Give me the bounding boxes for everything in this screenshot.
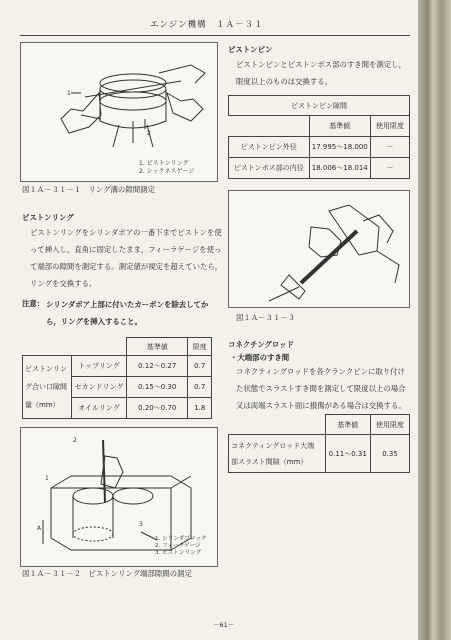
note-text: シリンダボア上部に付いたカーボンを除去してから，リングを挿入すること。 (46, 300, 209, 326)
pin-std-boss: 18.006～18.014 (309, 158, 371, 179)
ring-row-header: ピストンリン グ合い口隙間 量（mm） (23, 356, 72, 419)
conrod-table (228, 414, 410, 473)
conrod-subheading: ・大端部のすき間 (230, 353, 290, 362)
conrod-col-standard: 基準値 (325, 415, 371, 435)
pin-limit-boss: － (371, 158, 410, 179)
figure-ring-end-gap (20, 427, 218, 567)
ring-col-standard: 基準値 (127, 338, 188, 356)
ring-gap-table (22, 337, 212, 419)
pin-col-standard: 基準値 (309, 116, 371, 137)
fig1-legend-2: 2. シックネスゲージ (139, 168, 195, 175)
pin-std-outer: 17.995～18.000 (309, 137, 371, 158)
ring-end-gap-illustration (21, 428, 217, 566)
conrod-standard: 0.11～0.31 (325, 435, 371, 473)
fig2-label-a: A (37, 525, 42, 532)
fig1-label-1: 1 (67, 90, 71, 97)
piston-pin-text: ピストンピンとピストンボス部のすき間を測定し，限度以上のものは交換する。 (236, 60, 406, 86)
fig2-label-1: 1 (45, 475, 49, 482)
ring-name-top: トップリング (72, 356, 127, 377)
figure-ring-groove (20, 42, 218, 182)
piston-ring-heading: ピストンリング (22, 213, 74, 222)
conrod-row-name: コネクティングロッド大端 部スラスト間隙（mm） (229, 435, 326, 473)
ring-limit-top: 0.7 (188, 356, 212, 377)
ring-col-limit: 限度 (188, 338, 212, 356)
piston-ring-text: ピストンリングをシリンダボアの一番下までピストンを使って挿入し，直角に固定したまま，フィーラゲージを使って端部の隙間を測定する。測定値が規定を超えていたら，リングを交換する。 (30, 228, 223, 288)
pin-col-limit: 使用限度 (371, 116, 410, 137)
fig2-legend-2: 2. フィーラゲージ (155, 543, 201, 549)
ring-std-top: 0.12～0.27 (127, 356, 188, 377)
ring-limit-oil: 1.8 (188, 398, 212, 419)
page-number: －61－ (213, 621, 235, 629)
figure-pin-measure (228, 190, 410, 308)
fig2-legend-1: 1. シリンダブロック (155, 536, 207, 542)
piston-pin-heading: ピストンピン (228, 45, 273, 54)
fig1-caption: 図１Ａ－３１－１ リング溝の隙間測定 (22, 185, 155, 194)
fig2-legend-3: 3. ピストンリング (155, 550, 202, 556)
conrod-col-limit: 使用限度 (371, 415, 410, 435)
pin-table-title: ピストンピン隙間 (229, 96, 410, 116)
fig1-legend-1: 1. ピストンリング (139, 160, 189, 167)
page-header: エンジン機構 １Ａ－３１ (150, 20, 264, 30)
pin-name-boss: ピストンボス部の内径 (229, 158, 310, 179)
fig2-label-2: 2 (73, 437, 77, 444)
pin-limit-outer: － (371, 137, 410, 158)
ring-std-oil: 0.20～0.70 (127, 398, 188, 419)
header-rule (20, 35, 410, 36)
ring-std-second: 0.15～0.30 (127, 377, 188, 398)
ring-name-oil: オイルリング (72, 398, 127, 419)
conrod-limit: 0.35 (371, 435, 410, 473)
pin-measure-illustration (229, 191, 409, 307)
fig2-caption: 図１Ａ－３１－２ ピストンリング端部隙間の測定 (22, 569, 192, 578)
ring-name-second: セカンドリング (72, 377, 127, 398)
piston-pin-table (228, 95, 410, 179)
conrod-heading: コネクチングロッド (228, 340, 294, 349)
fig2-label-3: 3 (139, 521, 143, 528)
book-spine (418, 0, 451, 640)
ring-groove-illustration (21, 43, 217, 181)
pin-name-outer: ピストンピン外径 (229, 137, 310, 158)
conrod-text: コネクティングロッドを各クランクピンに取り付けた状態でスラストすき間を測定して限度以上の場合又は両端スラスト面に損傷がある場合は交換する。 (236, 367, 406, 410)
ring-limit-second: 0.7 (188, 377, 212, 398)
note-label: 注意： (22, 299, 45, 308)
fig3-caption: 図１Ａ－３１－３ (236, 313, 296, 322)
fig1-label-2: 2 (147, 130, 151, 137)
